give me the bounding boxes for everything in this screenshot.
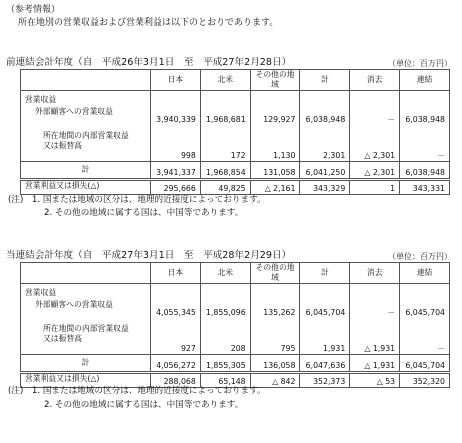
- internal-line1: 所在地間の内部営業収益: [43, 131, 129, 140]
- header-other: その他の地域: [250, 263, 300, 284]
- header-subtotal: 計: [300, 70, 350, 91]
- cell: △ 1,931: [350, 318, 400, 355]
- cell: －: [400, 125, 450, 162]
- cell: －: [350, 107, 400, 125]
- header-north-america: 北米: [200, 263, 250, 284]
- cell: △ 2,301: [350, 125, 400, 162]
- cell: 998: [151, 125, 201, 162]
- cell: 927: [151, 318, 201, 355]
- unit-label-curr: （単位：百万円）: [388, 252, 452, 261]
- header-north-america: 北米: [200, 70, 250, 91]
- header-elimination: 消去: [350, 70, 400, 91]
- header-elimination: 消去: [350, 263, 400, 284]
- cell: 1,855,096: [200, 300, 250, 318]
- header-blank: [21, 70, 151, 91]
- header-japan: 日本: [151, 70, 201, 91]
- row-label-external: 外部顧客への営業収益: [21, 107, 151, 125]
- segment-table-prev: [20, 69, 450, 195]
- note-2-curr: 2. その他の地域に属する国は、中国等であります。: [44, 400, 244, 410]
- cell: 1: [350, 180, 400, 195]
- internal-line1: 所在地間の内部営業収益: [43, 324, 129, 333]
- cell: △ 53: [350, 373, 400, 388]
- cell: 352,320: [400, 373, 450, 388]
- cell: 2,301: [300, 125, 350, 162]
- cell: 295,666: [151, 180, 201, 195]
- cell: 136,058: [250, 355, 300, 373]
- cell: 6,045,704: [400, 355, 450, 373]
- row-label-profit: 営業利益又は損失(△): [21, 373, 151, 388]
- header-japan: 日本: [151, 263, 201, 284]
- header-other: その他の地域: [250, 70, 300, 91]
- segment-table-curr: [20, 262, 450, 388]
- row-label-internal: [21, 318, 151, 355]
- note-1-prev: (注) 1. 国または地域の区分は、地理的近接度によっております。: [8, 195, 266, 205]
- note-2-prev: 2. その他の地域に属する国は、中国等であります。: [44, 208, 244, 218]
- period-title-prev: 前連結会計年度（自 平成26年3月1日 至 平成27年2月28日）: [6, 57, 292, 68]
- cell: －: [400, 318, 450, 355]
- cell: 131,058: [250, 162, 300, 180]
- cell: 1,931: [300, 318, 350, 355]
- cell: △ 2,301: [350, 162, 400, 180]
- cell: 343,329: [300, 180, 350, 195]
- row-label-external: 外部顧客への営業収益: [21, 300, 151, 318]
- cell: 1,130: [250, 125, 300, 162]
- cell: 6,038,948: [300, 107, 350, 125]
- cell: 4,055,345: [151, 300, 201, 318]
- cell: 65,148: [200, 373, 250, 388]
- header-consolidated: 連結: [400, 263, 450, 284]
- internal-line2: 又は振替高: [43, 334, 82, 343]
- header-subtotal: 計: [300, 263, 350, 284]
- cell: －: [350, 300, 400, 318]
- cell: 1,968,681: [200, 107, 250, 125]
- cell: 343,331: [400, 180, 450, 195]
- cell: 288,068: [151, 373, 201, 388]
- cell: 1,855,305: [200, 355, 250, 373]
- cell: 3,941,337: [151, 162, 201, 180]
- cell: 6,038,948: [400, 107, 450, 125]
- cell: 6,045,704: [300, 300, 350, 318]
- cell: 49,825: [200, 180, 250, 195]
- cell: 6,047,636: [300, 355, 350, 373]
- cell: 135,262: [250, 300, 300, 318]
- cell: 6,045,704: [400, 300, 450, 318]
- cell: 6,041,250: [300, 162, 350, 180]
- cell: 352,373: [300, 373, 350, 388]
- row-label-internal: [21, 125, 151, 162]
- cell: 208: [200, 318, 250, 355]
- internal-line2: 又は振替高: [43, 141, 82, 150]
- row-label-total: 計: [21, 355, 151, 373]
- cell: △ 1,931: [350, 355, 400, 373]
- cell: 795: [250, 318, 300, 355]
- unit-label-prev: （単位：百万円）: [388, 59, 452, 68]
- cell: 129,927: [250, 107, 300, 125]
- row-label-profit: 営業利益又は損失(△): [21, 180, 151, 195]
- row-label-revenue: 営業収益: [21, 284, 151, 301]
- reference-heading: （参考情報）: [6, 5, 61, 15]
- row-label-total: 計: [21, 162, 151, 180]
- cell: 4,056,272: [151, 355, 201, 373]
- header-consolidated: 連結: [400, 70, 450, 91]
- period-title-curr: 当連結会計年度（自 平成27年3月1日 至 平成28年2月29日）: [6, 250, 292, 261]
- cell: △ 842: [250, 373, 300, 388]
- row-label-revenue: 営業収益: [21, 91, 151, 108]
- cell: 1,968,854: [200, 162, 250, 180]
- intro-text: 所在地別の営業収益および営業利益は以下のとおりであります。: [18, 18, 279, 28]
- cell: 3,940,339: [151, 107, 201, 125]
- header-blank: [21, 263, 151, 284]
- cell: 172: [200, 125, 250, 162]
- note-1-curr: (注) 1. 国または地域の区分は、地理的近接度によっております。: [8, 386, 266, 396]
- cell: △ 2,161: [250, 180, 300, 195]
- cell: 6,038,948: [400, 162, 450, 180]
